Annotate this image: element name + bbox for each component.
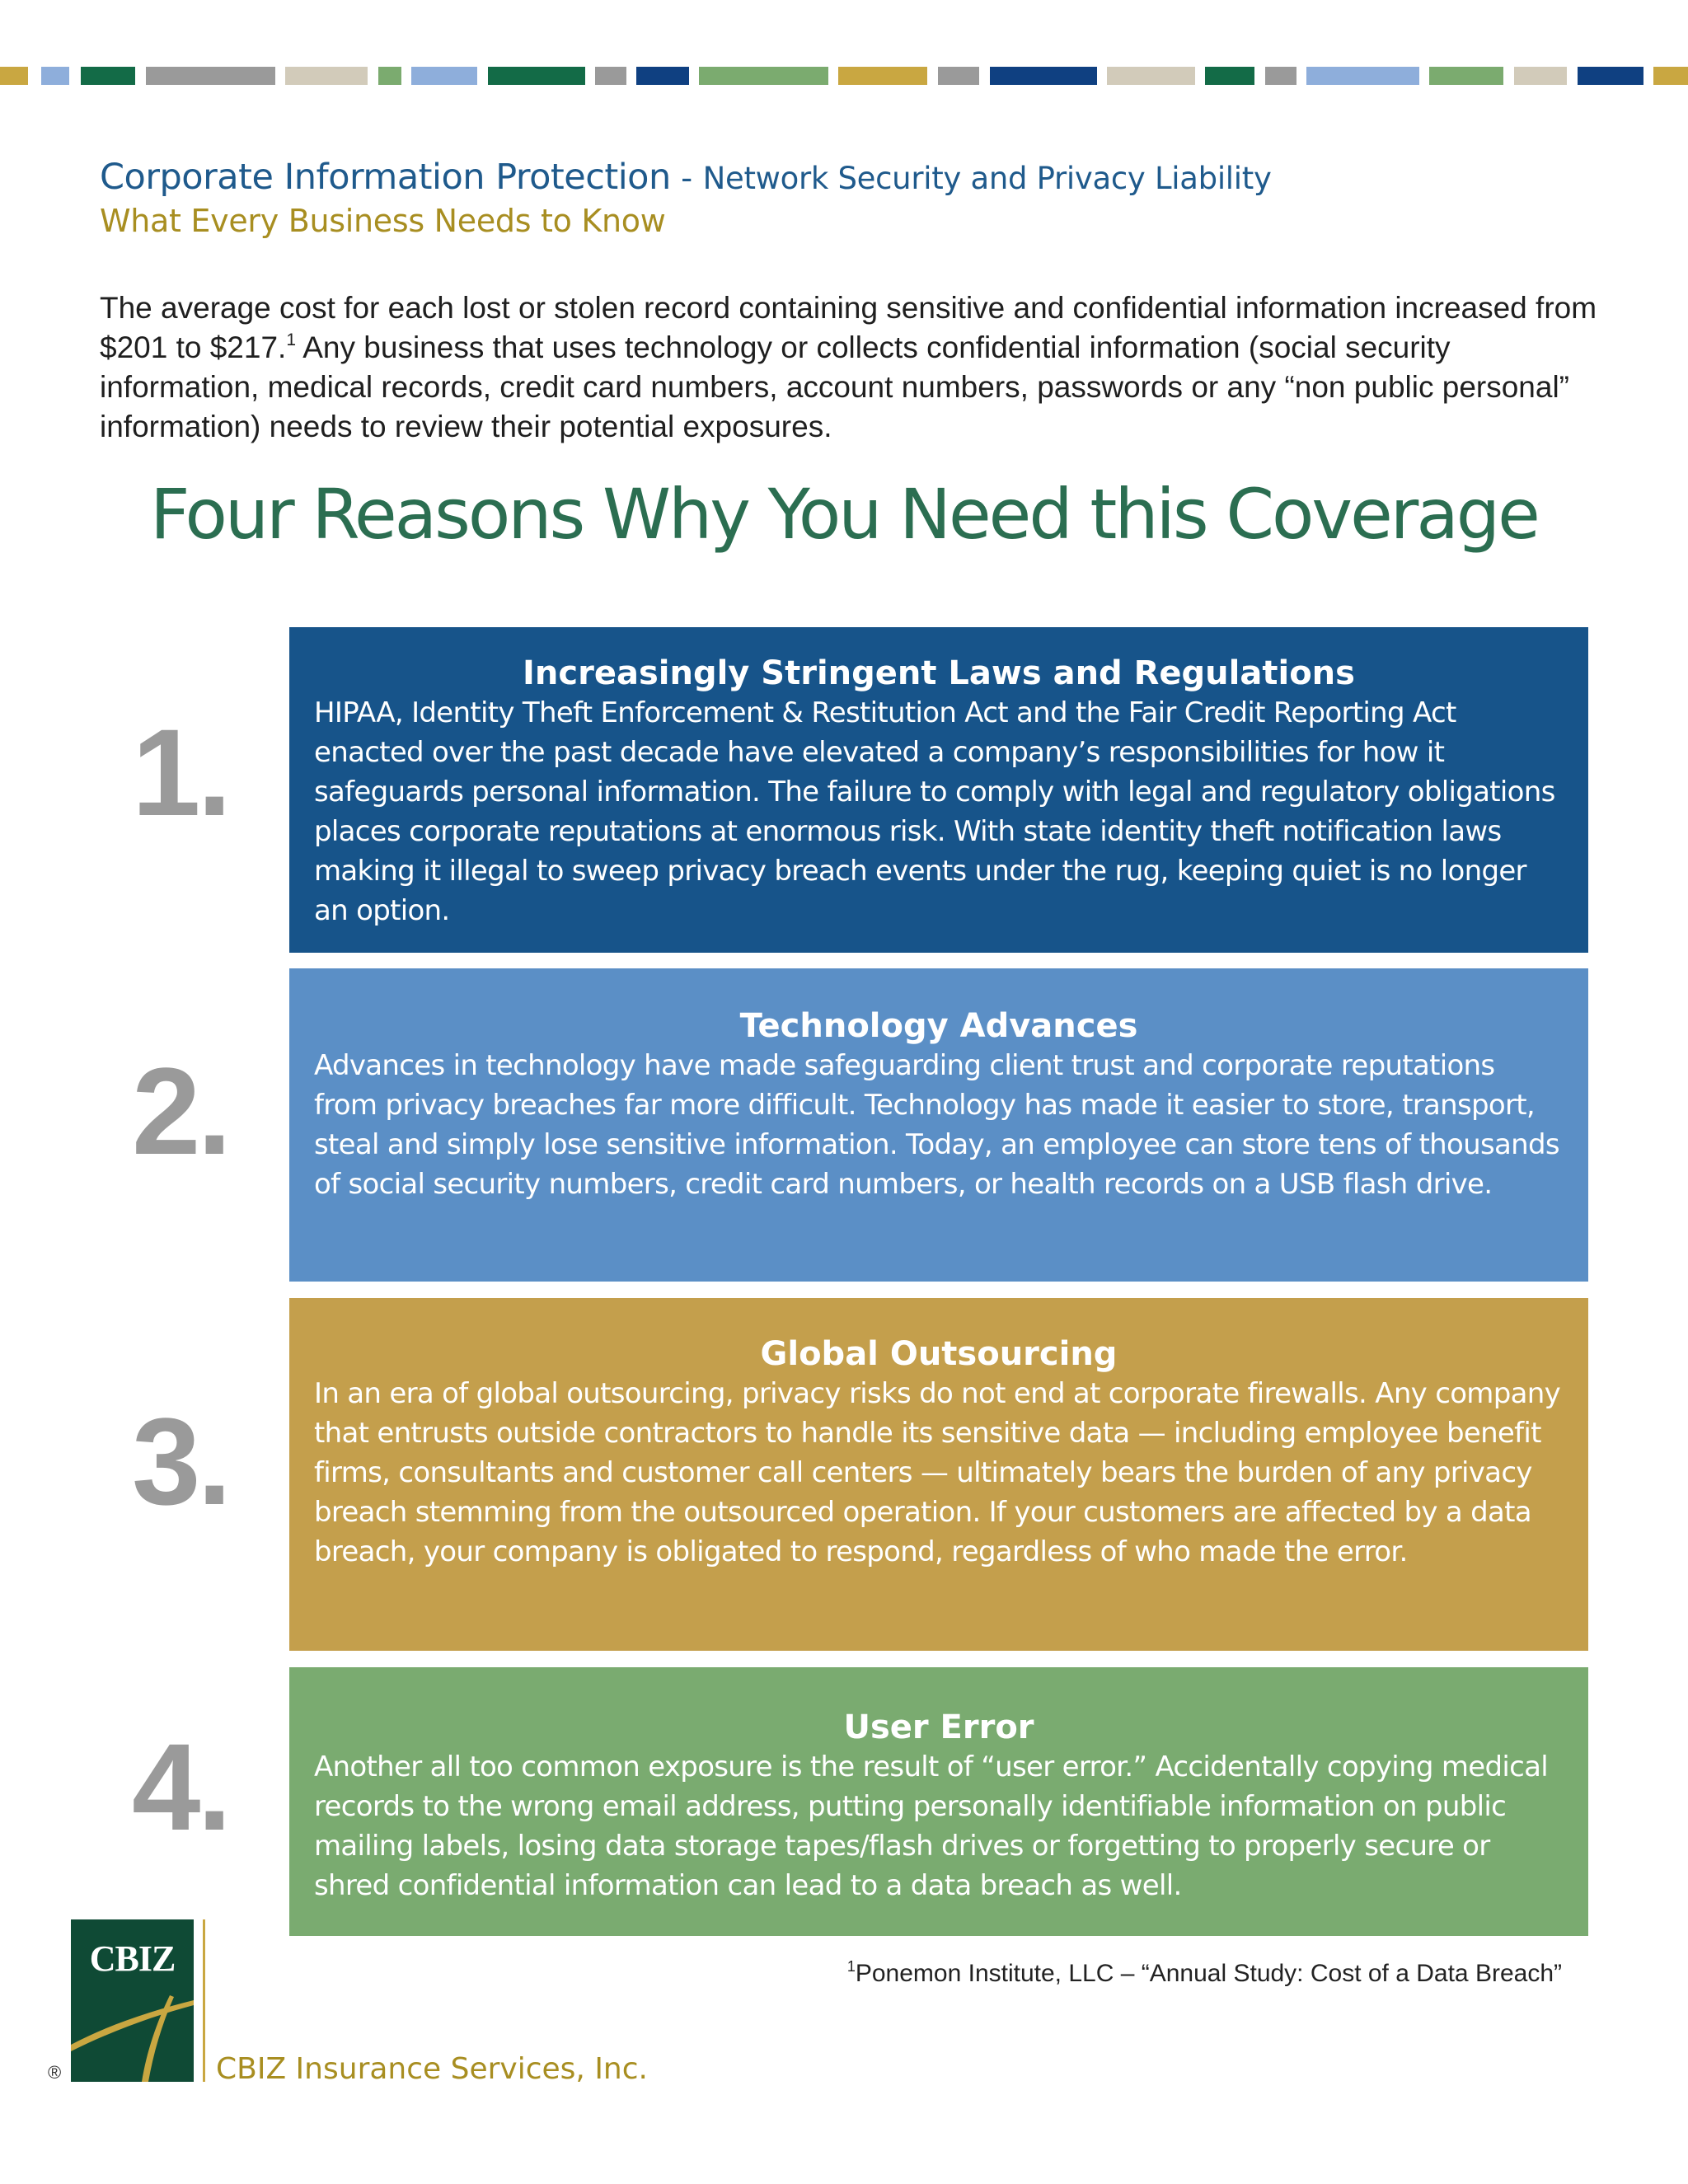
stripe-segment bbox=[595, 67, 626, 85]
reason-card bbox=[289, 968, 1588, 1282]
stripe-segment bbox=[488, 67, 585, 85]
section-headline: Four Reasons Why You Need this Coverage bbox=[150, 474, 1538, 555]
stripe-segment bbox=[1514, 67, 1567, 85]
stripe-segment bbox=[411, 67, 477, 85]
reason-title: Technology Advances bbox=[739, 1007, 1138, 1045]
footnote bbox=[577, 1960, 1562, 1988]
reason-number: 4. bbox=[132, 1718, 229, 1856]
footnote-marker: 1 bbox=[846, 1958, 856, 1975]
title-separator: - bbox=[670, 160, 703, 197]
reason-text: HIPAA, Identity Theft Enforcement & Restitution Act and the Fair Credit Reporting Act enacted over the past decade have elevated a company’s responsibilities for how it safeguards personal information. The failure to comply with legal and regulatory obligations places corporate reputations at enormous risk. With state identity theft notification laws making it illegal to sweep privacy breach events under the rug, keeping quiet is no longer an option. bbox=[314, 696, 1555, 927]
reason-title: Increasingly Stringent Laws and Regulations bbox=[523, 654, 1355, 692]
reason-card bbox=[289, 1298, 1588, 1651]
reason-title: User Error bbox=[843, 1708, 1034, 1746]
stripe-segment bbox=[1107, 67, 1195, 85]
stripe-segment bbox=[838, 67, 927, 85]
decorative-color-stripe bbox=[0, 67, 1688, 85]
intro-text-after: Any business that uses technology or collects confidential information (social security information, medical records, credit card numbers, account numbers, passwords or any “non public personal” information) needs to review their potential exposures. bbox=[100, 330, 1569, 443]
logo-text: CBIZ bbox=[89, 1938, 176, 1979]
stripe-segment bbox=[146, 67, 275, 85]
reason-title: Global Outsourcing bbox=[760, 1335, 1118, 1373]
intro-footnote-ref: 1 bbox=[286, 330, 297, 349]
reason-text: Advances in technology have made safeguarding client trust and corporate reputations from privacy breaches far more difficult. Technology has made it easier to store, transport, steal and simply lose sensitive information. Today, an employee can store tens of thousands of social security numbers, credit card numbers, or health records on a USB flash drive. bbox=[314, 1049, 1559, 1201]
document-title-sub: Network Security and Privacy Liability bbox=[702, 161, 1272, 196]
reason-number: 2. bbox=[132, 1042, 229, 1180]
stripe-segment bbox=[1653, 67, 1688, 85]
reason-card bbox=[289, 627, 1588, 953]
stripe-segment bbox=[1265, 67, 1296, 85]
reason-card bbox=[289, 1667, 1588, 1936]
stripe-segment bbox=[1429, 67, 1503, 85]
intro-text-before: The average cost for each lost or stolen record containing sensitive and confidential information increased from $201 to $217. bbox=[100, 291, 1597, 364]
stripe-segment bbox=[1306, 67, 1419, 85]
intro-paragraph bbox=[100, 288, 1600, 447]
cbiz-logo bbox=[71, 1919, 194, 2082]
reason-text: Another all too common exposure is the result of “user error.” Accidentally copying medical records to the wrong email address, putting personally identifiable information on public mailing labels, losing data storage tapes/flash drives or forgetting to properly secure or shred confidential information can lead to a data breach as well. bbox=[314, 1750, 1549, 1902]
stripe-segment bbox=[41, 67, 69, 85]
title-line bbox=[100, 157, 1600, 198]
stripe-segment bbox=[378, 67, 401, 85]
stripe-segment bbox=[1205, 67, 1254, 85]
document-title: Corporate Information Protection bbox=[100, 157, 671, 198]
registered-mark: ® bbox=[48, 2062, 62, 2083]
stripe-segment bbox=[285, 67, 368, 85]
stripe-segment bbox=[1578, 67, 1643, 85]
stripe-segment bbox=[699, 67, 828, 85]
logo-divider bbox=[203, 1919, 205, 2082]
stripe-segment bbox=[990, 67, 1097, 85]
reason-number: 1. bbox=[132, 703, 229, 841]
footnote-text: Ponemon Institute, LLC – “Annual Study: Cost of a Data Breach” bbox=[855, 1960, 1562, 1987]
document-subtitle: What Every Business Needs to Know bbox=[100, 203, 666, 239]
stripe-segment bbox=[81, 67, 135, 85]
stripe-segment bbox=[938, 67, 979, 85]
stripe-segment bbox=[0, 67, 28, 85]
reason-number: 3. bbox=[132, 1392, 229, 1530]
company-name: CBIZ Insurance Services, Inc. bbox=[216, 2052, 648, 2086]
document-header bbox=[100, 157, 1600, 239]
stripe-segment bbox=[636, 67, 689, 85]
reason-text: In an era of global outsourcing, privacy risks do not end at corporate firewalls. Any company that entrusts outside contractors to handle its sensitive data — including employee benefit firms, consultants and customer call centers — ultimately bears the burden of any privacy breach stemming from the outsourced operation. If your customers are affected by a data breach, your company is obligated to respond, regardless of who made the error. bbox=[314, 1377, 1560, 1568]
